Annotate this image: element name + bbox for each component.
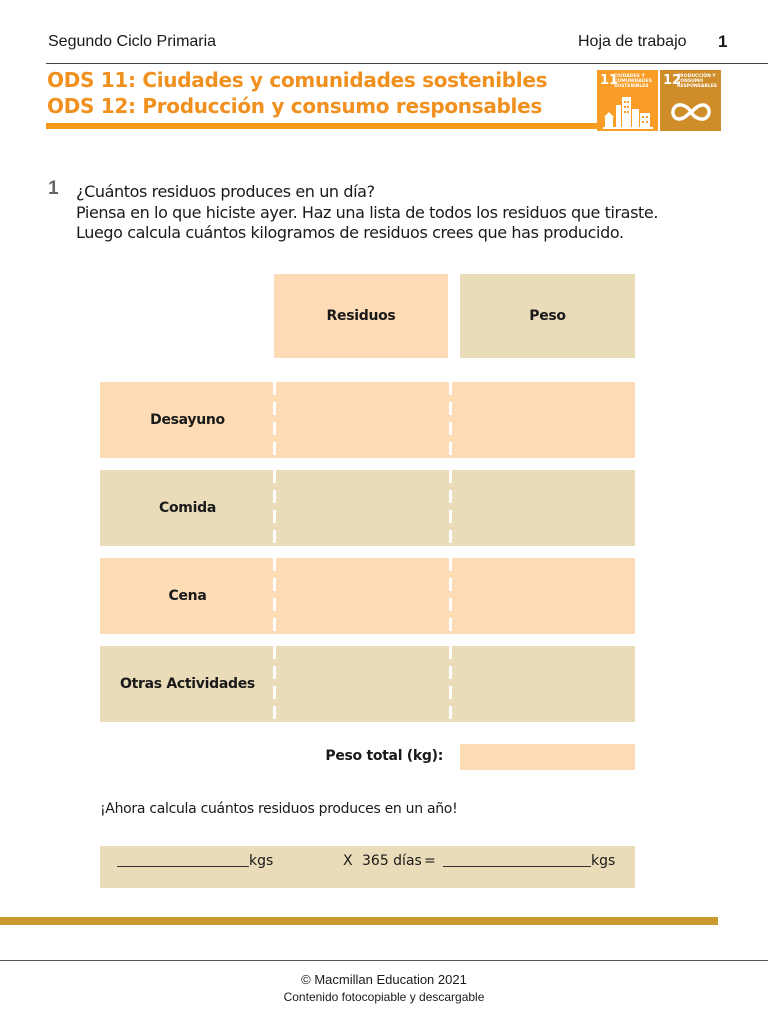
column-divider	[449, 558, 452, 634]
copyright: © Macmillan Education 2021	[301, 972, 467, 987]
days-label: 365 días	[362, 853, 422, 869]
row-label: Desayuno	[150, 412, 225, 428]
column-divider	[449, 646, 452, 722]
unit-kgs-1: kgs	[249, 853, 274, 869]
sdg12-text: PRODUCCIÓN Y CONSUMO RESPONSABLES	[677, 74, 718, 89]
column-divider	[273, 646, 276, 722]
year-calc-box	[100, 846, 635, 888]
sdg12-number: 12	[663, 73, 682, 88]
total-weight-label: Peso total (kg):	[325, 748, 443, 764]
column-divider	[449, 470, 452, 546]
table-row-otras	[100, 646, 635, 722]
ods12-title: ODS 12: Producción y consumo responsables	[47, 94, 542, 118]
question-line-1: ¿Cuántos residuos produces en un día?	[76, 182, 375, 201]
table-row-comida	[100, 470, 635, 546]
year-calc-prompt: ¡Ahora calcula cuántos residuos produces en un año!	[100, 801, 458, 817]
sdg11-badge	[597, 70, 658, 131]
infinity-icon	[669, 100, 713, 124]
table-row-desayuno	[100, 382, 635, 458]
question-number: 1	[48, 178, 59, 199]
question-line-3: Luego calcula cuántos kilogramos de residuos crees que has producido.	[76, 223, 624, 242]
sdg11-number: 11	[600, 73, 619, 88]
footer-divider	[0, 960, 768, 961]
row-label: Otras Actividades	[120, 676, 255, 692]
table-row-cena	[100, 558, 635, 634]
sdg12-badge	[660, 70, 721, 131]
page-number: 1	[718, 32, 728, 51]
ods11-title: ODS 11: Ciudades y comunidades sostenibles	[47, 68, 548, 92]
city-buildings-icon	[603, 95, 653, 129]
column-divider	[273, 558, 276, 634]
header-divider	[46, 63, 768, 64]
daily-kgs-blank[interactable]	[117, 853, 249, 871]
total-weight-field[interactable]	[460, 744, 635, 770]
course-label: Segundo Ciclo Primaria	[48, 33, 217, 50]
equals-sign: =	[424, 853, 436, 869]
header-peso: Peso	[460, 274, 635, 358]
multiply-sign: X	[343, 853, 353, 869]
row-label: Cena	[168, 588, 207, 604]
footer-note: Contenido fotocopiable y descargable	[283, 990, 485, 1004]
worksheet-label: Hoja de trabajo	[578, 33, 687, 50]
sdg11-text: CIUDADES Y COMUNIDADES SOSTENIBLES	[614, 74, 652, 89]
unit-kgs-2: kgs	[591, 853, 616, 869]
title-underline	[46, 123, 598, 129]
column-divider	[449, 382, 452, 458]
yearly-kgs-blank[interactable]	[443, 853, 591, 871]
column-divider	[273, 470, 276, 546]
header-residuos: Residuos	[274, 274, 448, 358]
footer-bar	[0, 917, 718, 925]
column-divider	[273, 382, 276, 458]
row-label: Comida	[159, 500, 216, 516]
question-line-2: Piensa en lo que hiciste ayer. Haz una lista de todos los residuos que tiraste.	[76, 203, 659, 222]
